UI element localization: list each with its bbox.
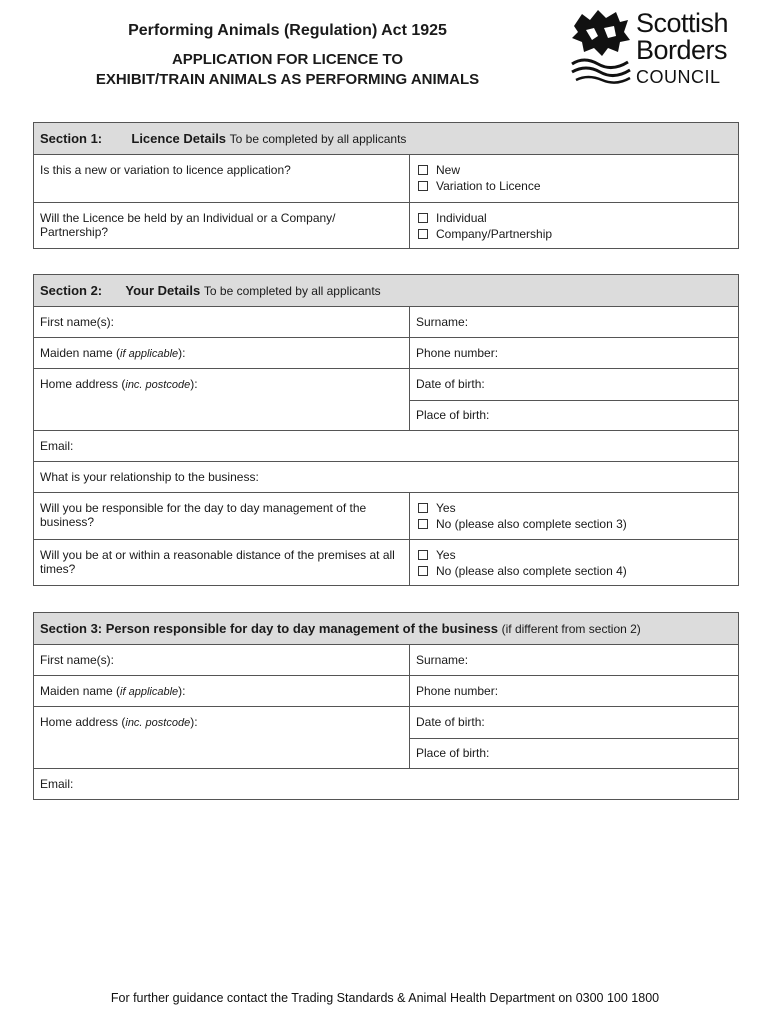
maiden-name-label: Maiden name (if applicable): [40, 346, 186, 360]
s3-surname-field[interactable] [410, 645, 738, 675]
section-1-title: Licence Details [131, 131, 227, 146]
section-1-licence-details [33, 122, 739, 249]
section-1-number: Section 1: [40, 131, 103, 146]
s3-pob-field[interactable] [410, 738, 738, 769]
holder-type-question: Will the Licence be held by an Individual or a Company/ Partnership? [40, 211, 336, 239]
checkbox-icon[interactable] [418, 181, 428, 191]
distance-question: Will you be at or within a reasonable distance of the premises at all times? [40, 548, 395, 576]
surname-field[interactable] [410, 307, 738, 337]
dob-field[interactable] [410, 369, 738, 400]
act-title: Performing Animals (Regulation) Act 1925 [128, 22, 447, 39]
s3-phone-label: Phone number: [416, 684, 499, 698]
section-3-manager-details [33, 612, 739, 800]
email-field[interactable] [34, 430, 738, 461]
section-1-header [34, 123, 738, 154]
section-2-number: Section 2: [40, 283, 103, 298]
form-title-line1: APPLICATION FOR LICENCE TO [171, 51, 404, 68]
s3-pob-label: Place of birth: [416, 746, 490, 760]
holder-type-row [34, 202, 738, 248]
option-variation[interactable] [418, 179, 541, 193]
s3-phone-field[interactable] [410, 676, 738, 706]
checkbox-icon[interactable] [418, 165, 428, 175]
s3-address-row [34, 706, 738, 768]
s3-email-field[interactable] [34, 768, 738, 799]
checkbox-icon[interactable] [418, 229, 428, 239]
address-row [34, 368, 738, 430]
s3-dob-field[interactable] [410, 707, 738, 738]
first-name-field[interactable] [34, 307, 410, 337]
option-variation-label: Variation to Licence [436, 179, 541, 193]
footer-guidance: For further guidance contact the Trading Standards & Animal Health Department on 0300 100 1800 [110, 991, 660, 1005]
option-new-label: New [436, 163, 461, 177]
checkbox-icon[interactable] [418, 550, 428, 560]
option-manage-no-label: No (please also complete section 3) [436, 517, 627, 531]
s3-maiden-phone-row [34, 675, 738, 706]
checkbox-icon[interactable] [418, 503, 428, 513]
s3-name-row [34, 644, 738, 675]
option-distance-no[interactable] [418, 564, 627, 578]
maiden-phone-row [34, 337, 738, 368]
option-individual-label: Individual [436, 211, 487, 225]
logo-word-council: COUNCIL [636, 67, 721, 87]
option-distance-yes-label: Yes [436, 548, 456, 562]
option-individual[interactable] [418, 211, 487, 225]
s3-surname-label: Surname: [416, 653, 469, 667]
name-row [34, 306, 738, 337]
option-manage-yes[interactable] [418, 501, 456, 515]
pob-field[interactable] [410, 400, 738, 431]
phone-label: Phone number: [416, 346, 499, 360]
option-distance-yes[interactable] [418, 548, 456, 562]
section-2-title: Your Details [125, 283, 201, 298]
pob-label: Place of birth: [416, 408, 490, 422]
section-3-title: Section 3: Person responsible for day to day management of the business [40, 621, 498, 636]
option-company-label: Company/Partnership [436, 227, 553, 241]
s3-email-label: Email: [40, 777, 74, 791]
borders-crest-icon [568, 6, 634, 92]
s3-first-name-label: First name(s): [40, 653, 115, 667]
option-manage-no[interactable] [418, 517, 627, 531]
licence-type-question: Is this a new or variation to licence application? [40, 163, 291, 177]
distance-row [34, 539, 738, 585]
phone-field[interactable] [410, 338, 738, 368]
dob-label: Date of birth: [416, 377, 485, 391]
first-name-label: First name(s): [40, 315, 115, 329]
relationship-field[interactable] [34, 461, 738, 492]
maiden-name-field[interactable] [34, 338, 410, 368]
option-distance-no-label: No (please also complete section 4) [436, 564, 627, 578]
relationship-label: What is your relationship to the business: [40, 470, 259, 484]
council-logo [568, 6, 743, 92]
home-address-label: Home address (inc. postcode): [40, 377, 198, 391]
s3-home-address-label: Home address (inc. postcode): [40, 715, 198, 729]
logo-word-borders: Borders [636, 35, 728, 65]
logo-word-scottish: Scottish [636, 8, 729, 38]
s3-dob-label: Date of birth: [416, 715, 485, 729]
option-new[interactable] [418, 163, 460, 177]
home-address-field[interactable] [34, 369, 410, 430]
email-label: Email: [40, 439, 74, 453]
checkbox-icon[interactable] [418, 519, 428, 529]
management-question: Will you be responsible for the day to day management of the business? [40, 501, 367, 529]
surname-label: Surname: [416, 315, 469, 329]
checkbox-icon[interactable] [418, 213, 428, 223]
s3-maiden-name-field[interactable] [34, 676, 410, 706]
form-title-line2: EXHIBIT/TRAIN ANIMALS AS PERFORMING ANIMALS [95, 71, 480, 88]
section-2-header [34, 275, 738, 306]
s3-maiden-name-label: Maiden name (if applicable): [40, 684, 186, 698]
management-row [34, 492, 738, 539]
section-2-note: To be completed by all applicants [203, 284, 381, 298]
section-3-header [34, 613, 738, 644]
licence-type-row [34, 154, 738, 202]
section-1-note: To be completed by all applicants [229, 132, 407, 146]
section-3-note: (if different from section 2) [501, 622, 641, 636]
checkbox-icon[interactable] [418, 566, 428, 576]
option-manage-yes-label: Yes [436, 501, 456, 515]
s3-home-address-field[interactable] [34, 707, 410, 768]
section-2-your-details [33, 274, 739, 586]
option-company[interactable] [418, 227, 552, 241]
s3-first-name-field[interactable] [34, 645, 410, 675]
